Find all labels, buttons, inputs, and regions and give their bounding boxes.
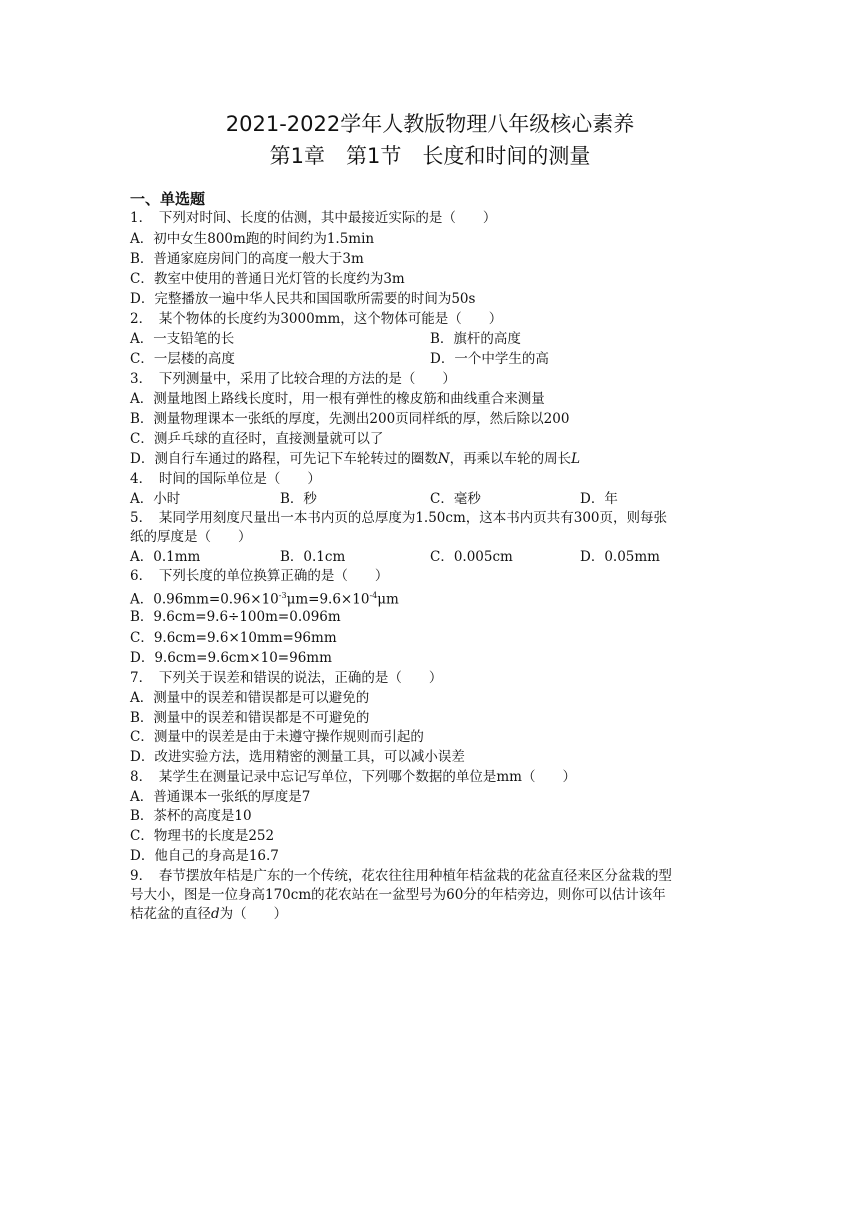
question-7-option-a: A．测量中的误差和错误都是可以避免的 — [130, 690, 370, 706]
question-5-stem-line2: 纸的厚度是（ ） — [130, 529, 252, 545]
question-6-option-c: C．9.6cm=9.6×10mm=96mm — [130, 630, 337, 646]
question-1-option-d: D．完整播放一遍中华人民共和国国歌所需要的时间为50s — [130, 291, 476, 307]
question-8-option-a: A．普通课本一张纸的厚度是7 — [130, 789, 311, 805]
question-4-option-c: C．毫秒 — [430, 491, 481, 507]
question-7-stem: 7． 下列关于误差和错误的说法，正确的是（ ） — [130, 670, 443, 686]
question-2-option-b: B．旗杆的高度 — [430, 331, 521, 347]
question-8-option-b: B．茶杯的高度是10 — [130, 808, 252, 824]
question-7-option-c: C．测量中的误差是由于未遵守操作规则而引起的 — [130, 729, 424, 745]
question-9-stem-line2: 号大小，图是一位身高170cm的花农站在一盆型号为60分的年桔旁边，则你可以估计该年 — [130, 887, 666, 903]
document-title: 2021-2022学年人教版物理八年级核心素养 — [225, 112, 635, 136]
question-7-option-b: B．测量中的误差和错误都是不可避免的 — [130, 710, 370, 726]
question-4-option-d: D．年 — [580, 491, 618, 507]
question-2-option-d: D．一个中学生的高 — [430, 351, 549, 367]
question-5-option-d: D．0.05mm — [580, 549, 660, 565]
document-subtitle: 第1章 第1节 长度和时间的测量 — [269, 144, 591, 168]
question-1-option-a: A．初中女生800m跑的时间约为1.5min — [130, 231, 375, 247]
question-3-option-c: C．测乒乓球的直径时，直接测量就可以了 — [130, 431, 384, 447]
question-9-stem-line3: 桔花盆的直径d为（ ） — [130, 906, 288, 922]
question-5-stem-line1: 5． 某同学用刻度尺量出一本书内页的总厚度为1.50cm，这本书内页共有300页，则每张 — [130, 510, 668, 526]
question-3-stem: 3． 下列测量中，采用了比较合理的方法的是（ ） — [130, 371, 456, 387]
question-8-stem: 8． 某学生在测量记录中忘记写单位，下列哪个数据的单位是mm（ ） — [130, 769, 576, 785]
question-9-stem-line1: 9． 春节摆放年桔是广东的一个传统，花农往往用种植年桔盆栽的花盆直径来区分盆栽的型 — [130, 868, 672, 884]
question-6-option-b: B．9.6cm=9.6÷100m=0.096m — [130, 609, 341, 625]
question-5-option-a: A．0.1mm — [130, 549, 201, 565]
question-4-option-b: B．秒 — [280, 491, 317, 507]
question-6-stem: 6． 下列长度的单位换算正确的是（ ） — [130, 568, 389, 584]
question-4-option-a: A．小时 — [130, 491, 181, 507]
question-5-option-b: B．0.1cm — [280, 549, 346, 565]
question-1-option-b: B．普通家庭房间门的高度一般大于3m — [130, 251, 364, 267]
question-3-option-b: B．测量物理课本一张纸的厚度，先测出200页同样纸的厚，然后除以200 — [130, 411, 570, 427]
question-1-option-c: C．教室中使用的普通日光灯管的长度约为3m — [130, 271, 405, 287]
section-heading: 一、单选题 — [130, 190, 206, 208]
question-2-option-a: A．一支铅笔的长 — [130, 331, 235, 347]
question-6-option-d: D．9.6cm=9.6cm×10=96mm — [130, 650, 332, 666]
question-3-option-d: D．测自行车通过的路程，可先记下车轮转过的圈数N，再乘以车轮的周长L — [130, 451, 581, 467]
question-7-option-d: D．改进实验方法，选用精密的测量工具，可以减小误差 — [130, 749, 465, 765]
question-6-option-a: A．$0.96mm=0.96\times 10^{-3}\mu m=9.6\times 10^{-4}\mu m$ — [130, 591, 399, 608]
question-4-stem: 4． 时间的国际单位是（ ） — [130, 471, 321, 487]
question-8-option-c: C．物理书的长度是252 — [130, 828, 275, 844]
question-8-option-d: D．他自己的身高是16.7 — [130, 848, 279, 864]
question-2-stem: 2． 某个物体的长度约为3000mm，这个物体可能是（ ） — [130, 311, 503, 327]
question-3-option-a: A．测量地图上路线长度时，用一根有弹性的橡皮筋和曲线重合来测量 — [130, 391, 545, 407]
question-5-option-c: C．0.005cm — [430, 549, 513, 565]
question-2-option-c: C．一层楼的高度 — [130, 351, 235, 367]
question-1-stem: 1． 下列对时间、长度的估测，其中最接近实际的是（ ） — [130, 210, 497, 226]
